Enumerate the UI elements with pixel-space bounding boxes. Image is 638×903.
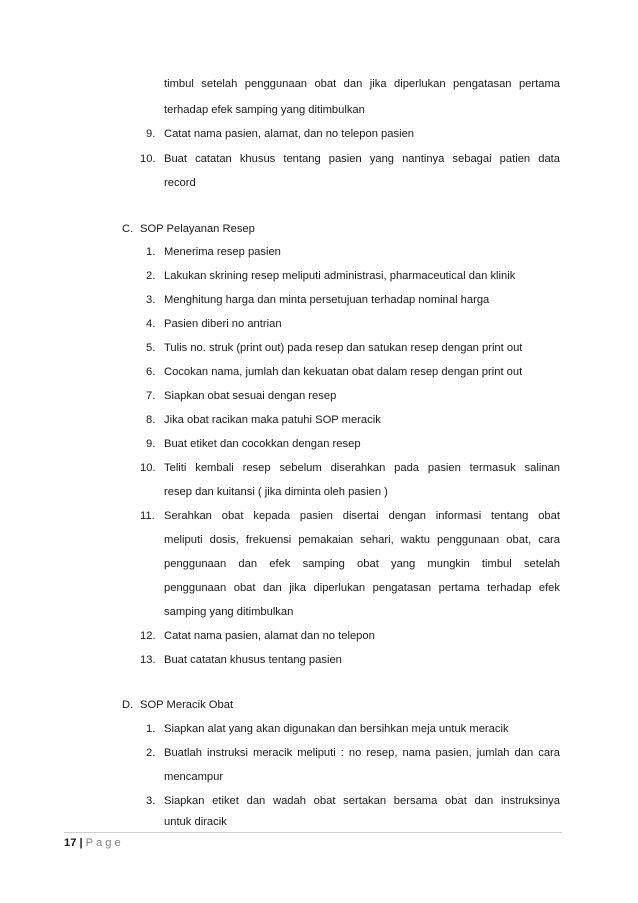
list-item-number: 12. (140, 630, 156, 642)
list-item-number: 3. (146, 294, 156, 306)
list-item-line: penggunaan dan efek samping obat yang mungkin timbul setelah (164, 558, 560, 570)
list-item-number: 6. (146, 366, 156, 378)
list-item-line: resep dan kuitansi ( jika diminta oleh pasien ) (164, 486, 388, 498)
list-item-number: 5. (146, 342, 156, 354)
list-item-line: terhadap efek samping yang ditimbulkan (164, 104, 365, 116)
list-item-line: Siapkan etiket dan wadah obat sertakan bersama obat dan instruksinya (164, 795, 560, 807)
list-item-line: timbul setelah penggunaan obat dan jika diperlukan pengatasan pertama (164, 78, 560, 90)
list-item-line: meliputi dosis, frekuensi pemakaian sehari, waktu penggunaan obat, cara (164, 534, 560, 546)
page-footer (64, 836, 124, 850)
list-item-line: Buat etiket dan cocokkan dengan resep (164, 438, 361, 450)
list-item-line: Buatlah instruksi meracik meliputi : no resep, nama pasien, jumlah dan cara (164, 747, 560, 759)
list-item-line: Catat nama pasien, alamat, dan no telepon pasien (164, 128, 415, 140)
list-item-number: 4. (146, 318, 156, 330)
page-number: 17 (64, 837, 77, 849)
list-item-line: Lakukan skrining resep meliputi administrasi, pharmaceutical dan klinik (164, 270, 516, 282)
list-item-line: Menerima resep pasien (164, 246, 281, 258)
list-item-line: untuk diracik (164, 816, 227, 828)
list-item-number: 3. (146, 795, 156, 807)
list-item-line: Teliti kembali resep sebelum diserahkan pada pasien termasuk salinan (164, 462, 560, 474)
list-item-number: 11. (140, 510, 155, 522)
list-item-line: mencampur (164, 771, 224, 783)
list-item-line: Siapkan obat sesuai dengan resep (164, 390, 337, 402)
list-item-number: 1. (146, 246, 156, 258)
list-item-number: 8. (146, 414, 156, 426)
section-title: SOP Meracik Obat (140, 699, 234, 711)
list-item-line: Siapkan alat yang akan digunakan dan bersihkan meja untuk meracik (164, 723, 509, 735)
list-item-line: Pasien diberi no antrian (164, 318, 282, 330)
list-item-number: 2. (146, 270, 156, 282)
list-item-line: Buat catatan khusus tentang pasien yang nantinya sebagai patien data (164, 153, 560, 165)
list-item-number: 10. (140, 462, 156, 474)
list-item-number: 9. (146, 128, 156, 140)
list-item-number: 7. (146, 390, 156, 402)
list-item-number: 1. (146, 723, 156, 735)
footer-rule (64, 832, 562, 833)
section-letter: D. (122, 699, 134, 711)
list-item-line: record (164, 177, 196, 189)
list-item-line: Menghitung harga dan minta persetujuan terhadap nominal harga (164, 294, 490, 306)
footer-separator: | (79, 837, 83, 849)
list-item-number: 10. (140, 153, 156, 165)
section-letter: C. (122, 223, 134, 235)
list-item-number: 13. (140, 654, 156, 666)
list-item-line: Serahkan obat kepada pasien disertai dengan informasi tentang obat (164, 510, 560, 522)
list-item-number: 2. (146, 747, 156, 759)
list-item-line: samping yang ditimbulkan (164, 606, 294, 618)
list-item-line: Buat catatan khusus tentang pasien (164, 654, 342, 666)
list-item-line: penggunaan obat dan jika diperlukan pengatasan pertama terhadap efek (164, 582, 560, 594)
list-item-line: Catat nama pasien, alamat dan no telepon (164, 630, 375, 642)
list-item-line: Cocokan nama, jumlah dan kekuatan obat dalam resep dengan print out (164, 366, 523, 378)
list-item-number: 9. (146, 438, 156, 450)
list-item-line: Jika obat racikan maka patuhi SOP meracik (164, 414, 381, 426)
list-item-line: Tulis no. struk (print out) pada resep dan satukan resep dengan print out (164, 342, 523, 354)
section-title: SOP Pelayanan Resep (140, 223, 255, 235)
page-word: Page (85, 837, 124, 849)
